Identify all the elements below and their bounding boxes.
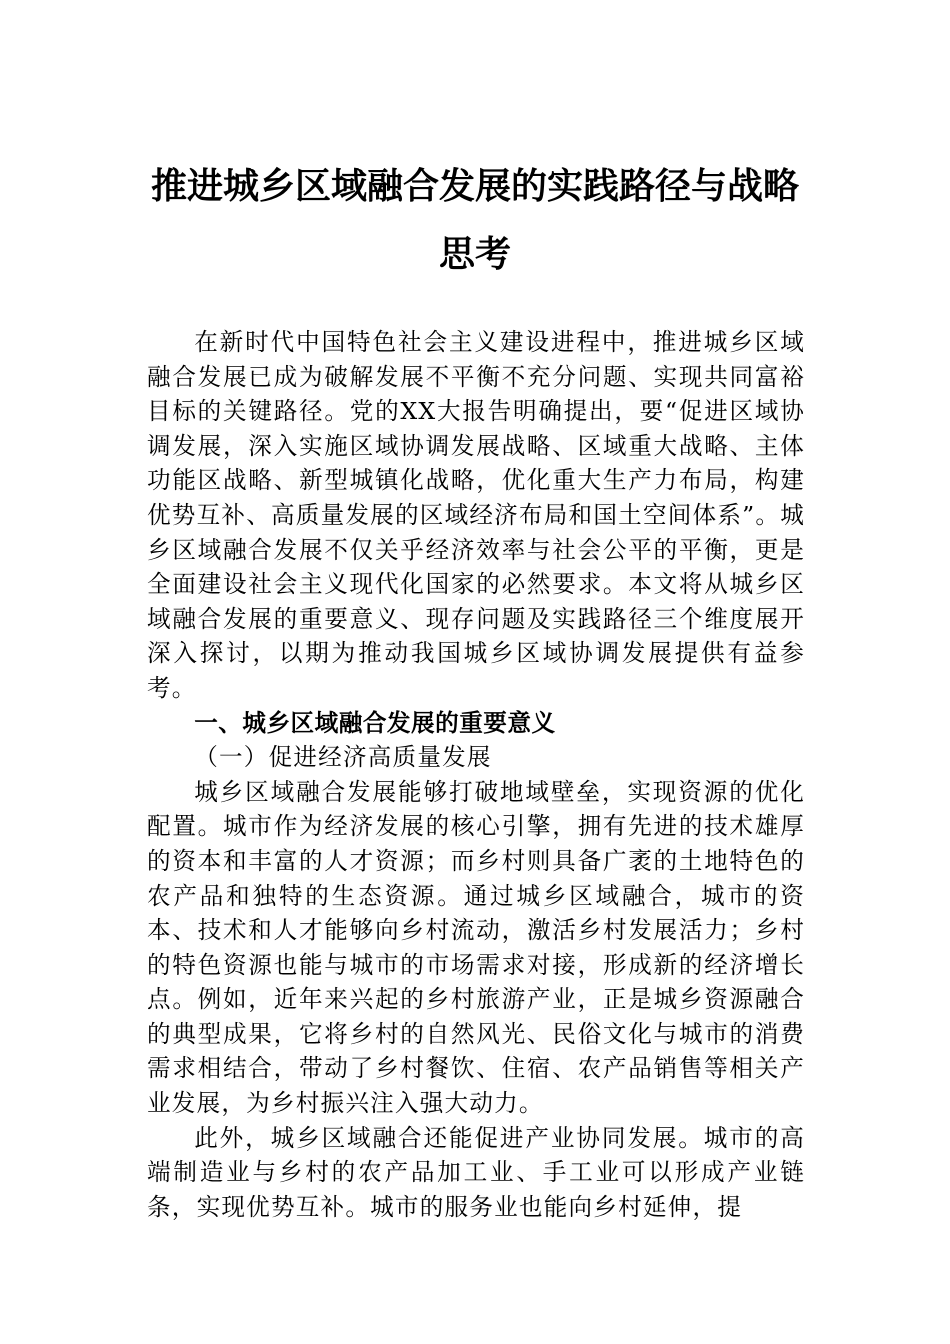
intro-paragraph: 在新时代中国特色社会主义建设进程中，推进城乡区域融合发展已成为破解发展不平衡不充分问题、实现共同富裕目标的关键路径。党的XX大报告明确提出，要“促进区域协调发展，深入实施区域协调发展战略、区域重大战略、主体功能区战略、新型城镇化战略，优化重大生产力布局，构建优势互补、高质量发展的区域经济布局和国土空间体系”。城乡区域融合发展不仅关乎经济效率与社会公平的平衡，更是全面建设社会主义现代化国家的必然要求。本文将从城乡区域融合发展的重要意义、现存问题及实践路径三个维度展开深入探讨，以期为推动我国城乡区域协调发展提供有益参考。	[147, 328, 805, 702]
document-title-line-1: 推进城乡区域融合发展的实践路径与战略	[150, 165, 799, 207]
body-paragraph: 此外，城乡区域融合还能促进产业协同发展。城市的高端制造业与乡村的农产品加工业、手工业可以形成产业链条，实现优势互补。城市的服务业也能向乡村延伸，提	[147, 1123, 805, 1221]
section-heading-1: 一、城乡区域融合发展的重要意义	[194, 708, 556, 737]
subsection-heading-1: （一）促进经济高质量发展	[194, 743, 492, 772]
body-paragraph: 城乡区域融合发展能够打破地域壁垒，实现资源的优化配置。城市作为经济发展的核心引擎，拥有先进的技术雄厚的资本和丰富的人才资源；而乡村则具备广袤的土地特色的农产品和独特的生态资源。通过城乡区域融合，城市的资本、技术和人才能够向乡村流动，激活乡村发展活力；乡村的特色资源也能与城市的市场需求对接，形成新的经济增长点。例如，近年来兴起的乡村旅游产业，正是城乡资源融合的典型成果，它将乡村的自然风光、民俗文化与城市的消费需求相结合，带动了乡村餐饮、住宿、农产品销售等相关产业发展，为乡村振兴注入强大动力。	[147, 777, 805, 1118]
document-title-line-2: 思考	[438, 233, 511, 275]
document-body	[147, 325, 805, 1224]
